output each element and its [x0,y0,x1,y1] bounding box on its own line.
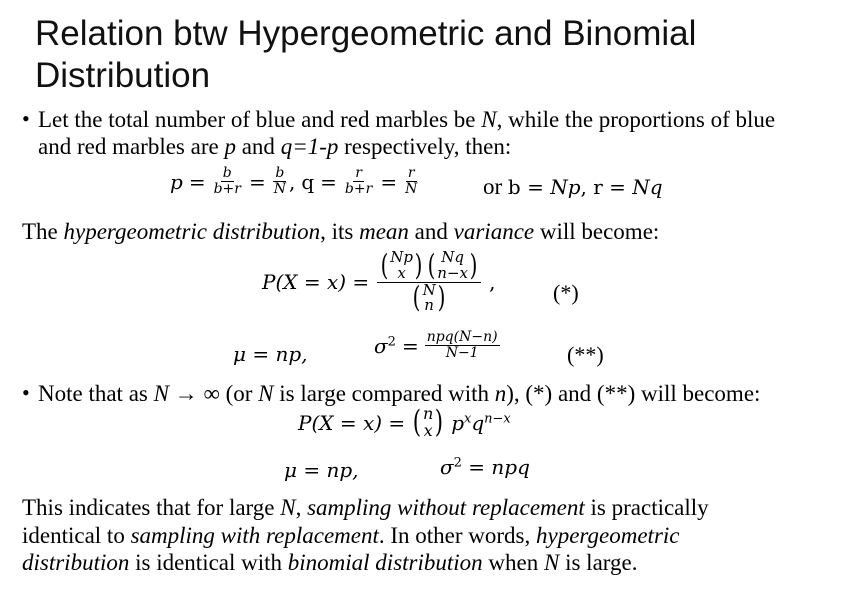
eq-sign: = [320,169,337,194]
text: distribution [22,550,130,575]
text: binomial distribution [287,550,483,575]
text: is identical with [129,550,288,575]
exponent: n−x [484,411,511,427]
text: hypergeometric distribution [63,219,321,244]
pmf-denominator [409,280,448,315]
text: sampling with replacement [130,523,379,548]
den: N [273,181,286,198]
comma: , [288,169,296,194]
text: is large. [559,550,638,575]
den: N−1 [445,345,479,362]
binom-N-n: ( N n ) [413,280,446,315]
var-N: N [544,550,560,575]
text: when [482,550,544,575]
text: ), (*) and (**) will become: [506,381,761,406]
equation-tag-star: (*) [553,280,579,305]
num: r [355,165,362,181]
den: N [405,181,418,198]
text: This indicates that for large [22,495,281,520]
variance-fraction [425,330,500,362]
frac-b-over-N [272,166,288,198]
binom-bottom: x [423,420,433,440]
slide-title-line2: Distribution [35,56,211,95]
binom-bottom: x [397,263,406,282]
text: , while the proportions of blue [496,107,776,132]
text: Let the total number of blue and red marbles be [38,107,482,132]
exponent: 2 [453,455,462,471]
text: respectively, then: [338,134,512,159]
binom-top: Nq [441,248,464,266]
exponent: x [464,411,472,427]
text: is large compared with [273,381,495,406]
text: mean [359,219,409,244]
pmf-fraction [377,250,481,314]
num: b [275,165,285,181]
text: is practically [584,495,709,520]
mean-np: μ = np, [233,342,308,366]
eq-sign: = [380,169,398,194]
sigma: σ [440,455,454,479]
sigma-squared [374,334,396,358]
eq-p: p [170,169,183,194]
equation-or-b-r [483,174,663,200]
var-N: N [153,381,169,406]
text: variance [453,219,535,244]
text: and [408,219,454,244]
text: hypergeometric [536,523,680,548]
var-n: n [494,381,507,406]
text: , its [320,219,360,244]
text: , [295,495,308,520]
text: Np [550,175,581,199]
bullet1-line1 [38,106,775,133]
num: r [407,165,415,181]
bullet-dot-2: • [22,380,30,405]
eq-sign: = [248,169,266,194]
pmf-lhs: P(X = x) = [262,270,370,294]
pmf-numerator [377,250,481,283]
den: b+r [344,181,373,198]
binom-top: Np [390,248,414,266]
var-p: p [224,134,236,159]
sigma: σ [374,333,388,358]
text: Note that as [38,381,154,406]
binom-top: N [422,280,436,299]
num: b [222,165,232,181]
text: The [22,219,64,244]
binom-Np-x: ( Np x ) [380,248,423,282]
text: and red marbles are [38,134,225,159]
conclusion-line3 [22,549,638,576]
var-N: N [280,495,296,520]
binom-bottom: n [424,296,434,315]
pmf-lhs: P(X = x) = [298,410,406,435]
pmf-powers [451,411,511,435]
equation-tag-double-star: (**) [567,342,604,367]
bullet2-line [38,380,760,407]
frac-b-over-bpr [212,166,243,198]
conclusion-line1 [22,494,709,521]
equation-proportions [170,166,419,198]
eq-sign: = [188,169,206,194]
text: b = [507,175,551,199]
text-or: or [483,174,503,199]
conclusion-line2 [22,522,680,549]
frac-r-over-N [403,166,419,198]
exponent: 2 [387,334,396,350]
rhs: = npq [461,455,530,479]
base-q: q [471,410,485,435]
eq-q: q [301,169,315,194]
frac-r-over-bpr [343,166,374,198]
var-N: N [481,107,497,132]
text: sampling without replacement [307,495,585,520]
text: Nq [632,175,663,199]
variance-equation [374,330,500,362]
den: b+r [213,181,241,198]
binomial-mean: μ = np, [284,458,359,482]
binom-Nq-nmx: ( Nq n−x ) [427,248,478,282]
slide-title-line1: Relation btw Hypergeometric and Binomial [35,14,697,53]
comma: , [489,270,496,294]
text: identical to [22,523,131,548]
binom-top: n [423,404,434,423]
bullet1-line2 [38,133,511,160]
text: . In other words, [378,523,537,548]
text: → ∞ (or [168,381,259,406]
text: will become: [534,219,660,244]
eq-sign: = [401,333,419,358]
hypergeometric-intro-line [22,218,659,245]
binomial-variance [440,455,530,479]
equation-hypergeometric-pmf [262,250,495,314]
num: npq(N−n) [426,329,498,345]
bullet-dot-1: • [22,106,30,131]
text: and [235,134,281,159]
var-N: N [258,381,274,406]
text: , r = [580,175,633,199]
base-p: p [451,410,465,435]
var-q: q=1-p [280,134,339,159]
equation-binomial-pmf [298,406,511,440]
binom-bottom: n−x [437,263,468,282]
binom-n-x: ( n x ) [412,404,444,440]
